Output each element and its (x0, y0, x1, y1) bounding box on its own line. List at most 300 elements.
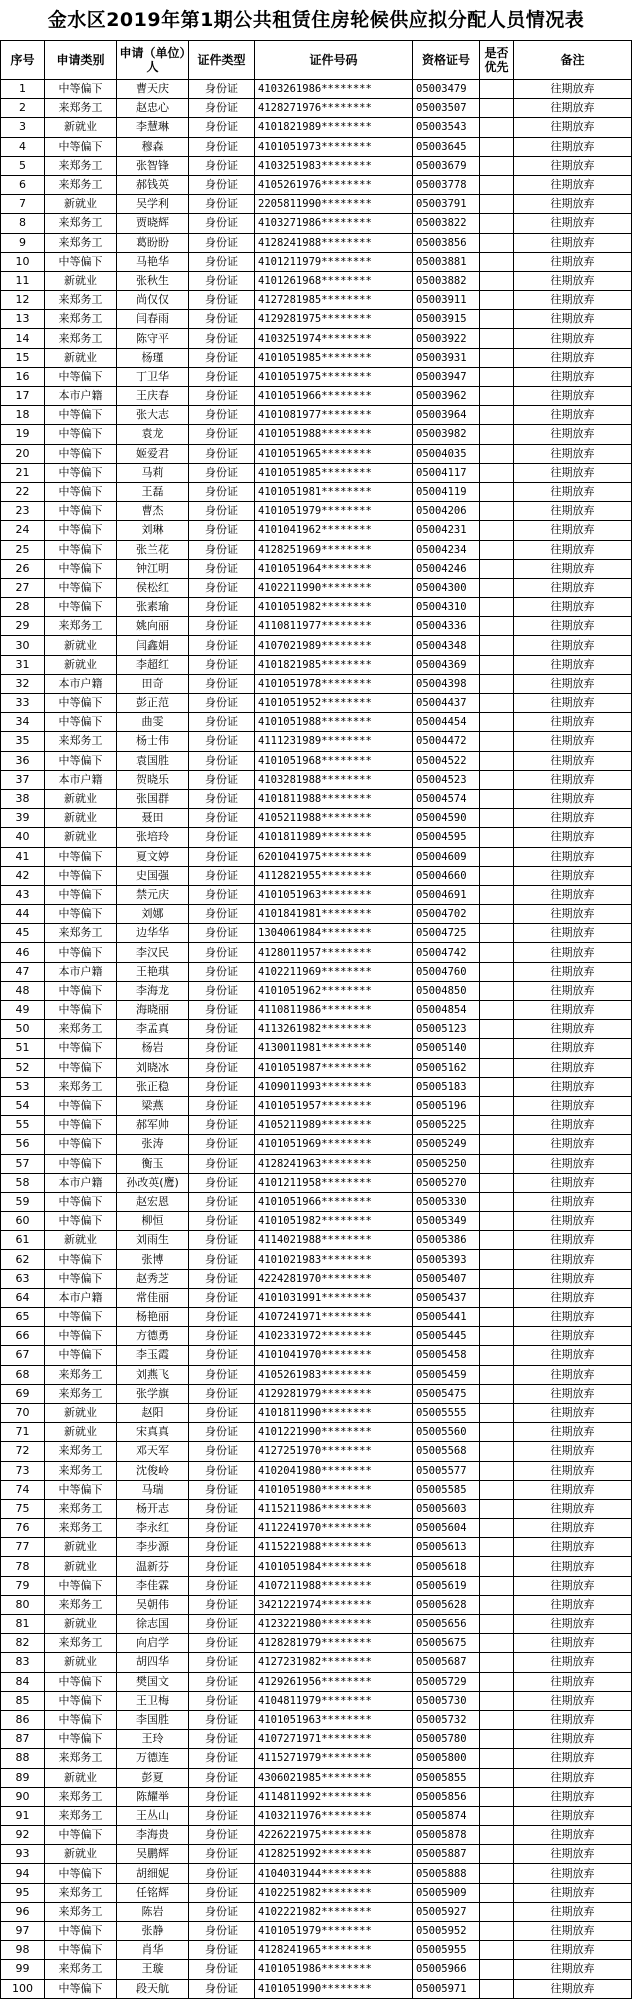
row-id-type: 身份证 (189, 1461, 255, 1480)
row-category: 来郑务工 (45, 329, 117, 348)
row-id-number: 4306021985******** (255, 1768, 413, 1787)
row-qual-no: 05005437 (413, 1288, 480, 1307)
row-qual-no: 05004398 (413, 674, 480, 693)
row-id-type: 身份证 (189, 751, 255, 770)
row-id-number: 4127281985******** (255, 291, 413, 310)
row-id-type: 身份证 (189, 905, 255, 924)
row-remark: 往期放弃 (514, 1039, 632, 1058)
row-remark: 往期放弃 (514, 1173, 632, 1192)
row-remark: 往期放弃 (514, 329, 632, 348)
row-priority (480, 770, 514, 789)
row-no: 29 (1, 617, 45, 636)
row-category: 中等偏下 (45, 1039, 117, 1058)
row-name: 衡玉 (117, 1154, 189, 1173)
row-id-number: 4102041980******** (255, 1461, 413, 1480)
row-priority (480, 1941, 514, 1960)
table-row (1, 905, 632, 924)
row-name: 葛盼盼 (117, 233, 189, 252)
row-no: 65 (1, 1308, 45, 1327)
row-remark: 往期放弃 (514, 1499, 632, 1518)
row-qual-no: 05005555 (413, 1403, 480, 1422)
table-row (1, 463, 632, 482)
row-qual-no: 05005475 (413, 1384, 480, 1403)
row-qual-no: 05004246 (413, 559, 480, 578)
row-name: 胡四华 (117, 1653, 189, 1672)
row-category: 来郑务工 (45, 1384, 117, 1403)
table-row (1, 1519, 632, 1538)
row-priority (480, 1020, 514, 1039)
table-row (1, 598, 632, 617)
row-id-type: 身份证 (189, 1442, 255, 1461)
row-no: 38 (1, 789, 45, 808)
row-id-type: 身份证 (189, 1902, 255, 1921)
row-id-number: 4101051966******** (255, 387, 413, 406)
row-priority (480, 367, 514, 386)
row-name: 闫春雨 (117, 310, 189, 329)
table-row (1, 1979, 632, 1998)
row-no: 40 (1, 828, 45, 847)
row-remark: 往期放弃 (514, 1557, 632, 1576)
row-id-number: 4101051964******** (255, 559, 413, 578)
row-no: 1 (1, 80, 45, 99)
row-no: 90 (1, 1787, 45, 1806)
col-header-no: 序号 (1, 41, 45, 80)
row-id-type: 身份证 (189, 885, 255, 904)
table-row (1, 387, 632, 406)
row-no: 94 (1, 1864, 45, 1883)
row-id-type: 身份证 (189, 1135, 255, 1154)
row-remark: 往期放弃 (514, 1864, 632, 1883)
row-priority (480, 789, 514, 808)
row-priority (480, 617, 514, 636)
row-priority (480, 1960, 514, 1979)
row-no: 42 (1, 866, 45, 885)
table-row (1, 195, 632, 214)
row-remark: 往期放弃 (514, 1615, 632, 1634)
row-id-number: 4128241965******** (255, 1941, 413, 1960)
row-remark: 往期放弃 (514, 1902, 632, 1921)
row-category: 中等偏下 (45, 1269, 117, 1288)
row-category: 来郑务工 (45, 1365, 117, 1384)
row-no: 33 (1, 694, 45, 713)
row-id-number: 4101821989******** (255, 118, 413, 137)
row-name: 李海贵 (117, 1826, 189, 1845)
row-remark: 往期放弃 (514, 751, 632, 770)
row-id-type: 身份证 (189, 1173, 255, 1192)
row-name: 王丛山 (117, 1806, 189, 1825)
row-no: 54 (1, 1096, 45, 1115)
row-qual-no: 05004234 (413, 540, 480, 559)
table-row (1, 1634, 632, 1653)
row-qual-no: 05003856 (413, 233, 480, 252)
row-category: 新就业 (45, 195, 117, 214)
row-id-number: 4129281975******** (255, 310, 413, 329)
row-priority (480, 1730, 514, 1749)
table-row (1, 1173, 632, 1192)
table-row (1, 1595, 632, 1614)
row-category: 中等偏下 (45, 1192, 117, 1211)
row-category: 来郑务工 (45, 214, 117, 233)
table-row (1, 1442, 632, 1461)
row-id-type: 身份证 (189, 310, 255, 329)
row-remark: 往期放弃 (514, 444, 632, 463)
row-id-type: 身份证 (189, 1672, 255, 1691)
row-no: 30 (1, 636, 45, 655)
row-priority (480, 463, 514, 482)
row-no: 64 (1, 1288, 45, 1307)
row-id-type: 身份证 (189, 1768, 255, 1787)
row-qual-no: 05003778 (413, 175, 480, 194)
row-id-type: 身份证 (189, 425, 255, 444)
table-row (1, 1557, 632, 1576)
table-row (1, 540, 632, 559)
row-no: 63 (1, 1269, 45, 1288)
row-remark: 往期放弃 (514, 1576, 632, 1595)
row-priority (480, 118, 514, 137)
row-qual-no: 05005675 (413, 1634, 480, 1653)
table-row (1, 1058, 632, 1077)
row-remark: 往期放弃 (514, 540, 632, 559)
table-row (1, 1154, 632, 1173)
table-row (1, 1461, 632, 1480)
row-qual-no: 05005604 (413, 1519, 480, 1538)
table-row (1, 732, 632, 751)
row-category: 中等偏下 (45, 1346, 117, 1365)
row-no: 85 (1, 1691, 45, 1710)
row-id-type: 身份证 (189, 1519, 255, 1538)
row-no: 50 (1, 1020, 45, 1039)
row-id-type: 身份证 (189, 1749, 255, 1768)
row-category: 中等偏下 (45, 1941, 117, 1960)
row-qual-no: 05005613 (413, 1538, 480, 1557)
row-no: 53 (1, 1077, 45, 1096)
row-no: 46 (1, 943, 45, 962)
row-name: 陈岩 (117, 1902, 189, 1921)
row-remark: 往期放弃 (514, 559, 632, 578)
row-id-type: 身份证 (189, 1192, 255, 1211)
table-row (1, 1001, 632, 1020)
row-remark: 往期放弃 (514, 1212, 632, 1231)
row-id-number: 4101211958******** (255, 1173, 413, 1192)
row-id-type: 身份证 (189, 1730, 255, 1749)
row-category: 来郑务工 (45, 1883, 117, 1902)
table-row (1, 1096, 632, 1115)
row-priority (480, 1077, 514, 1096)
row-priority (480, 1423, 514, 1442)
row-id-type: 身份证 (189, 1154, 255, 1173)
table-row (1, 521, 632, 540)
table-row (1, 118, 632, 137)
row-id-number: 4127251970******** (255, 1442, 413, 1461)
row-qual-no: 05005687 (413, 1653, 480, 1672)
row-category: 新就业 (45, 348, 117, 367)
row-remark: 往期放弃 (514, 1595, 632, 1614)
row-id-number: 4101081977******** (255, 406, 413, 425)
row-no: 39 (1, 809, 45, 828)
row-id-number: 4226221975******** (255, 1826, 413, 1845)
row-remark: 往期放弃 (514, 1749, 632, 1768)
row-id-number: 6201041975******** (255, 847, 413, 866)
row-id-type: 身份证 (189, 847, 255, 866)
row-no: 52 (1, 1058, 45, 1077)
row-id-number: 4102331972******** (255, 1327, 413, 1346)
row-id-number: 4102251982******** (255, 1883, 413, 1902)
row-name: 刘娜 (117, 905, 189, 924)
row-no: 20 (1, 444, 45, 463)
table-row (1, 1691, 632, 1710)
row-id-type: 身份证 (189, 463, 255, 482)
table-row (1, 291, 632, 310)
row-no: 15 (1, 348, 45, 367)
row-category: 新就业 (45, 1845, 117, 1864)
row-remark: 往期放弃 (514, 598, 632, 617)
row-id-type: 身份证 (189, 406, 255, 425)
row-no: 97 (1, 1922, 45, 1941)
row-no: 22 (1, 482, 45, 501)
row-name: 杨瑾 (117, 348, 189, 367)
row-name: 姬爱君 (117, 444, 189, 463)
row-qual-no: 05005560 (413, 1423, 480, 1442)
row-id-number: 4101051978******** (255, 674, 413, 693)
row-no: 61 (1, 1231, 45, 1250)
row-no: 8 (1, 214, 45, 233)
row-category: 中等偏下 (45, 1864, 117, 1883)
row-qual-no: 05004691 (413, 885, 480, 904)
row-name: 姚向丽 (117, 617, 189, 636)
row-category: 中等偏下 (45, 981, 117, 1000)
row-id-type: 身份证 (189, 1327, 255, 1346)
row-qual-no: 05005386 (413, 1231, 480, 1250)
table-row (1, 175, 632, 194)
row-name: 万德连 (117, 1749, 189, 1768)
row-qual-no: 05004310 (413, 598, 480, 617)
row-no: 2 (1, 99, 45, 118)
row-remark: 往期放弃 (514, 1461, 632, 1480)
row-remark: 往期放弃 (514, 233, 632, 252)
table-row (1, 866, 632, 885)
row-id-type: 身份证 (189, 1864, 255, 1883)
row-id-number: 3421221974******** (255, 1595, 413, 1614)
row-remark: 往期放弃 (514, 770, 632, 789)
row-id-number: 4114811992******** (255, 1787, 413, 1806)
row-name: 张国群 (117, 789, 189, 808)
row-category: 新就业 (45, 809, 117, 828)
row-id-type: 身份证 (189, 981, 255, 1000)
row-name: 闫鑫娟 (117, 636, 189, 655)
row-no: 34 (1, 713, 45, 732)
row-priority (480, 1154, 514, 1173)
row-id-type: 身份证 (189, 80, 255, 99)
row-priority (480, 1576, 514, 1595)
row-name: 贾晓辉 (117, 214, 189, 233)
row-remark: 往期放弃 (514, 175, 632, 194)
row-id-number: 4127231982******** (255, 1653, 413, 1672)
table-row (1, 924, 632, 943)
row-name: 马莉 (117, 463, 189, 482)
row-category: 来郑务工 (45, 1806, 117, 1825)
row-qual-no: 05005656 (413, 1615, 480, 1634)
row-priority (480, 655, 514, 674)
row-no: 100 (1, 1979, 45, 1998)
row-priority (480, 252, 514, 271)
row-priority (480, 1634, 514, 1653)
row-qual-no: 05005393 (413, 1250, 480, 1269)
row-id-type: 身份证 (189, 482, 255, 501)
table-row (1, 943, 632, 962)
row-priority (480, 809, 514, 828)
row-name: 张学旗 (117, 1384, 189, 1403)
row-remark: 往期放弃 (514, 789, 632, 808)
row-name: 方德勇 (117, 1327, 189, 1346)
row-no: 17 (1, 387, 45, 406)
row-id-number: 4113261982******** (255, 1020, 413, 1039)
row-qual-no: 05005966 (413, 1960, 480, 1979)
row-qual-no: 05004742 (413, 943, 480, 962)
row-name: 常佳丽 (117, 1288, 189, 1307)
row-priority (480, 271, 514, 290)
row-category: 来郑务工 (45, 291, 117, 310)
row-no: 69 (1, 1384, 45, 1403)
row-id-type: 身份证 (189, 655, 255, 674)
row-category: 中等偏下 (45, 425, 117, 444)
row-id-number: 4101051980******** (255, 1480, 413, 1499)
row-no: 66 (1, 1327, 45, 1346)
row-id-type: 身份证 (189, 694, 255, 713)
row-priority (480, 425, 514, 444)
row-qual-no: 05005458 (413, 1346, 480, 1365)
row-priority (480, 502, 514, 521)
table-row (1, 271, 632, 290)
row-category: 新就业 (45, 828, 117, 847)
row-qual-no: 05005196 (413, 1096, 480, 1115)
table-row (1, 233, 632, 252)
row-no: 77 (1, 1538, 45, 1557)
row-qual-no: 05005441 (413, 1308, 480, 1327)
row-name: 边华华 (117, 924, 189, 943)
table-row (1, 713, 632, 732)
row-name: 沈俊岭 (117, 1461, 189, 1480)
row-id-type: 身份证 (189, 1922, 255, 1941)
col-header-name: 申请（单位）人 (117, 41, 189, 80)
col-header-category: 申请类别 (45, 41, 117, 80)
row-category: 来郑务工 (45, 924, 117, 943)
table-row (1, 636, 632, 655)
row-no: 98 (1, 1941, 45, 1960)
row-remark: 往期放弃 (514, 981, 632, 1000)
row-remark: 往期放弃 (514, 1730, 632, 1749)
row-name: 赵秀芝 (117, 1269, 189, 1288)
row-qual-no: 05004760 (413, 962, 480, 981)
row-name: 穆森 (117, 137, 189, 156)
row-id-number: 4112241970******** (255, 1519, 413, 1538)
row-id-number: 4101051952******** (255, 694, 413, 713)
row-category: 中等偏下 (45, 943, 117, 962)
row-no: 60 (1, 1212, 45, 1231)
row-name: 刘雨生 (117, 1231, 189, 1250)
row-remark: 往期放弃 (514, 1653, 632, 1672)
table-row (1, 1883, 632, 1902)
table-row (1, 559, 632, 578)
row-name: 袁龙 (117, 425, 189, 444)
row-priority (480, 1557, 514, 1576)
row-category: 中等偏下 (45, 1058, 117, 1077)
row-qual-no: 05004336 (413, 617, 480, 636)
row-category: 中等偏下 (45, 578, 117, 597)
row-id-type: 身份证 (189, 137, 255, 156)
table-row (1, 156, 632, 175)
row-priority (480, 387, 514, 406)
row-name: 李海龙 (117, 981, 189, 1000)
row-qual-no: 05004609 (413, 847, 480, 866)
row-remark: 往期放弃 (514, 1423, 632, 1442)
table-row (1, 1922, 632, 1941)
row-no: 84 (1, 1672, 45, 1691)
row-remark: 往期放弃 (514, 1192, 632, 1211)
row-no: 6 (1, 175, 45, 194)
table-row (1, 1423, 632, 1442)
row-id-type: 身份证 (189, 99, 255, 118)
row-id-number: 4101051984******** (255, 1557, 413, 1576)
row-name: 段天航 (117, 1979, 189, 1998)
row-name: 胡细妮 (117, 1864, 189, 1883)
row-name: 张大志 (117, 406, 189, 425)
row-remark: 往期放弃 (514, 387, 632, 406)
row-no: 7 (1, 195, 45, 214)
row-id-type: 身份证 (189, 1538, 255, 1557)
row-id-type: 身份证 (189, 367, 255, 386)
row-category: 中等偏下 (45, 1154, 117, 1173)
row-remark: 往期放弃 (514, 1346, 632, 1365)
table-row (1, 1653, 632, 1672)
row-remark: 往期放弃 (514, 367, 632, 386)
row-priority (480, 1979, 514, 1998)
row-id-number: 4111231989******** (255, 732, 413, 751)
row-category: 本市户籍 (45, 674, 117, 693)
row-id-number: 2205811990******** (255, 195, 413, 214)
row-qual-no: 05004595 (413, 828, 480, 847)
row-name: 郝钱英 (117, 175, 189, 194)
row-no: 35 (1, 732, 45, 751)
row-no: 62 (1, 1250, 45, 1269)
row-qual-no: 05005730 (413, 1691, 480, 1710)
row-no: 27 (1, 578, 45, 597)
row-priority (480, 1384, 514, 1403)
row-id-type: 身份证 (189, 674, 255, 693)
row-priority (480, 80, 514, 99)
row-qual-no: 05003915 (413, 310, 480, 329)
row-id-number: 1304061984******** (255, 924, 413, 943)
row-id-number: 4107241971******** (255, 1308, 413, 1327)
row-qual-no: 05005619 (413, 1576, 480, 1595)
row-id-type: 身份证 (189, 1960, 255, 1979)
row-name: 孙改英(鹰) (117, 1173, 189, 1192)
row-qual-no: 05005162 (413, 1058, 480, 1077)
row-qual-no: 05003645 (413, 137, 480, 156)
row-name: 吴学利 (117, 195, 189, 214)
row-remark: 往期放弃 (514, 99, 632, 118)
row-id-number: 4101051986******** (255, 1960, 413, 1979)
row-id-type: 身份证 (189, 770, 255, 789)
row-no: 72 (1, 1442, 45, 1461)
row-category: 新就业 (45, 1538, 117, 1557)
row-name: 禁元庆 (117, 885, 189, 904)
row-category: 来郑务工 (45, 1960, 117, 1979)
row-id-type: 身份证 (189, 1020, 255, 1039)
row-category: 中等偏下 (45, 559, 117, 578)
row-no: 88 (1, 1749, 45, 1768)
row-priority (480, 1231, 514, 1250)
row-category: 新就业 (45, 1403, 117, 1422)
